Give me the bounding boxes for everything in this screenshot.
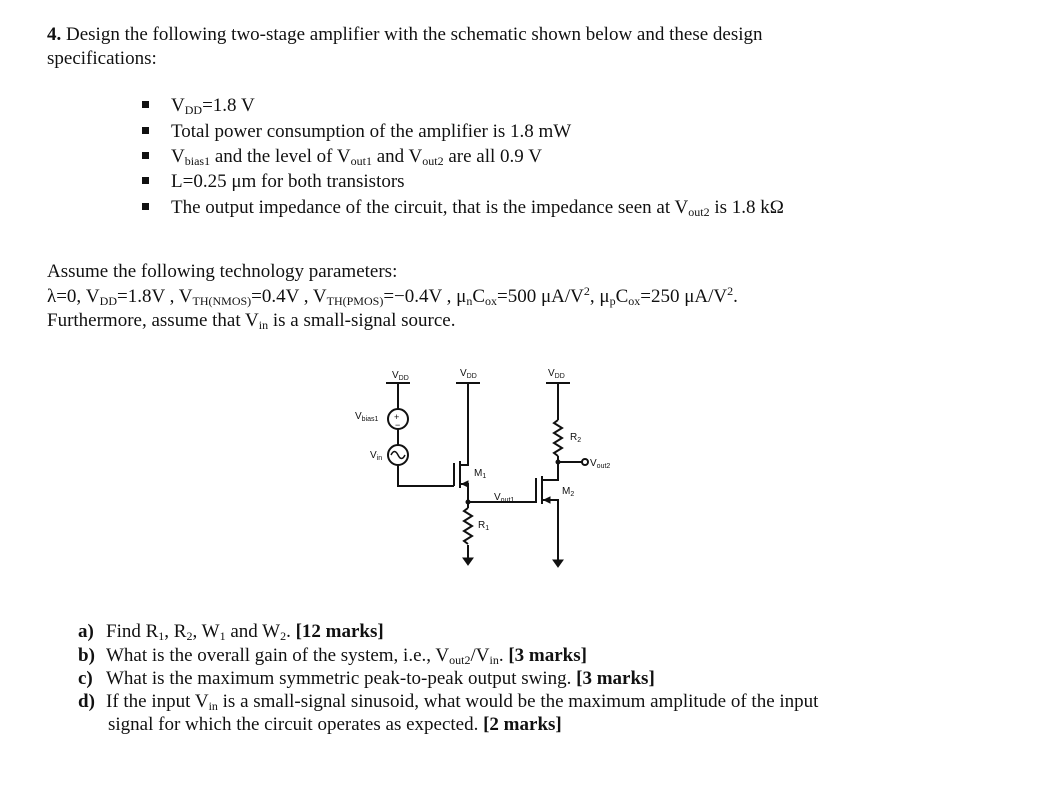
m1-drain: [460, 383, 468, 465]
m1-source: [460, 484, 468, 508]
ground-arrow-icon: [463, 558, 473, 565]
vdd-label-right: $V_{DD}$: [548, 368, 565, 380]
m2-source: [542, 500, 558, 560]
question-a: a) Find $R_1$, $R_2$, $W_1$ and $W_2$. [12 marks]: [78, 621, 384, 643]
problem-number: 4.: [47, 24, 62, 45]
ground-arrow-icon: [553, 560, 563, 567]
vdd-label-mid: $V_{DD}$: [460, 368, 477, 380]
r2-label: $R_2$: [570, 432, 582, 444]
m1-label: $M_1$: [474, 468, 487, 480]
m2-label: $M_2$: [562, 486, 575, 498]
node-dot-icon: [466, 500, 471, 505]
vbias-label: $V_{bias1}$: [355, 411, 379, 423]
r1-resistor-icon: [464, 508, 472, 544]
spec-item-output-impedance: The output impedance of the circuit, that is the impedance seen at $V_{out2}$ is 1.8 kΩ: [171, 197, 784, 219]
node-dot-icon: [556, 460, 561, 465]
m2-arrow-icon: [544, 497, 550, 503]
spec-item-bias-levels: $V_{bias1}$ and the level of $V_{out1}$ and $V_{out2}$ are all 0.9 V: [171, 146, 542, 168]
vbias-plus-sign: +: [394, 412, 400, 422]
problem-intro: Design the following two-stage amplifier with the schematic shown below and these design: [66, 24, 763, 45]
question-d-line2: signal for which the circuit operates as expected. [2 marks]: [108, 714, 562, 735]
spec-item-power: Total power consumption of the amplifier is 1.8 mW: [171, 121, 572, 142]
vout1-label: $V_{out1}$: [494, 492, 515, 504]
wire: [398, 465, 454, 486]
vin-label: $V_{in}$: [370, 450, 383, 462]
question-b: b) What is the overall gain of the system, i.e., $V_{out2}/V_{in}$. [3 marks]: [78, 645, 587, 667]
vout2-terminal-icon: [582, 459, 588, 465]
vdd-label-left: $V_{DD}$: [392, 370, 409, 382]
spec-item-vdd: $V_{DD}=1.8$ V: [171, 95, 255, 117]
question-d: d) If the input $V_{in}$ is a small-signal sinusoid, what would be the maximum amplitude of the input: [78, 691, 819, 713]
tech-heading: Assume the following technology parameters:: [47, 261, 398, 282]
tech-parameters: λ=0, $V_{DD}=1.8V$ , $V_{TH(NMOS)}=0.4V$ , $V_{TH(PMOS)}=-0.4V$ , $\mu_nC_{ox}=500$ $\mu A/V^2$, $\mu_pC_{ox}=250$ $\mu A/V^2$.: [47, 284, 738, 308]
r2-resistor-icon: [554, 420, 562, 456]
tech-furthermore: Furthermore, assume that $V_{in}$ is a small-signal source.: [47, 310, 456, 332]
vbias-minus-sign: −: [395, 420, 401, 430]
vout2-label: $V_{out2}$: [590, 458, 611, 470]
problem-statement-line2: specifications:: [47, 48, 157, 69]
spec-item-length: L=0.25 μm for both transistors: [171, 171, 405, 192]
m1-arrow-icon: [462, 481, 468, 487]
r1-label: $R_1$: [478, 520, 490, 532]
m2-drain: [542, 458, 558, 480]
question-c: c) What is the maximum symmetric peak-to-peak output swing. [3 marks]: [78, 668, 655, 689]
